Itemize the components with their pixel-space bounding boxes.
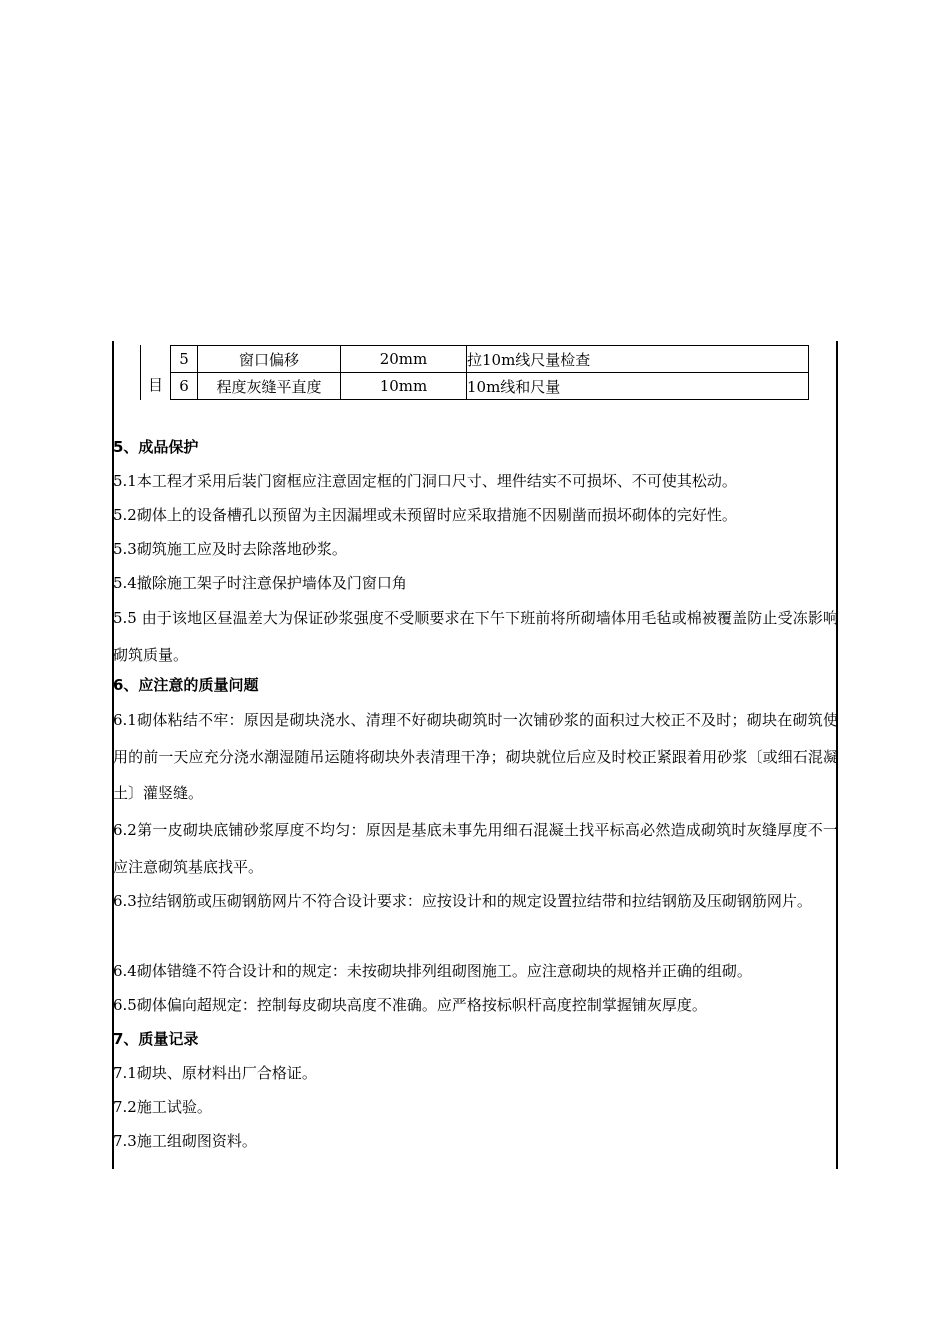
paragraph-5-4: 5.4撤除施工架子时注意保护墙体及门窗口角 bbox=[113, 574, 407, 592]
section-5-heading: 5、成品保护 bbox=[113, 438, 199, 456]
table-inner-left-border bbox=[140, 345, 141, 400]
table-row bbox=[171, 346, 809, 373]
row-method: 10m线和尺量 bbox=[467, 373, 809, 400]
row-item: 窗口偏移 bbox=[198, 346, 341, 373]
paragraph-5-5: 5.5 由于该地区昼温差大为保证砂浆强度不受顺要求在下午下班前将所砌墙体用毛毡或棉被覆盖防止受冻影响砌筑质量。 bbox=[113, 609, 838, 664]
paragraph-6-2: 6.2第一皮砌块底铺砂浆厚度不均匀：原因是基底未事先用细石混凝土找平标高必然造成砌筑时灰缝厚度不一应注意砌筑基底找平。 bbox=[113, 821, 838, 876]
row-tolerance: 20mm bbox=[341, 346, 467, 373]
paragraph-6-4: 6.4砌体错缝不符合设计和的规定：未按砌块排列组砌图施工。应注意砌块的规格并正确的组砌。 bbox=[113, 962, 752, 980]
paragraph-7-2: 7.2施工试验。 bbox=[113, 1098, 212, 1116]
paragraph-5-1: 5.1本工程才采用后装门窗框应注意固定框的门洞口尺寸、埋件结实不可损坏、不可使其松动。 bbox=[113, 472, 737, 490]
row-number: 5 bbox=[171, 346, 198, 373]
table-row bbox=[171, 373, 809, 400]
section-7-heading: 7、质量记录 bbox=[113, 1030, 199, 1048]
paragraph-5-2: 5.2砌体上的设备槽孔以预留为主因漏埋或未预留时应采取措施不因剔凿而损坏砌体的完好性。 bbox=[113, 506, 737, 524]
paragraph-7-1: 7.1砌块、原材料出厂合格证。 bbox=[113, 1064, 317, 1082]
row-item: 程度灰缝平直度 bbox=[198, 373, 341, 400]
paragraph-6-5: 6.5砌体偏向超规定：控制每皮砌块高度不准确。应严格按标帜杆高度控制掌握铺灰厚度。 bbox=[113, 996, 707, 1014]
document-body bbox=[113, 430, 838, 1158]
paragraph-6-3: 6.3拉结钢筋或压砌钢筋网片不符合设计要求：应按设计和的规定设置拉结带和拉结钢筋及压砌钢筋网片。 bbox=[113, 892, 812, 910]
tolerance-table bbox=[170, 345, 809, 400]
paragraph-7-3: 7.3施工组砌图资料。 bbox=[113, 1132, 257, 1150]
table-side-label: 目 bbox=[148, 376, 164, 394]
paragraph-5-3: 5.3砌筑施工应及时去除落地砂浆。 bbox=[113, 540, 347, 558]
paragraph-6-1: 6.1砌体粘结不牢：原因是砌块浇水、清理不好砌块砌筑时一次铺砂浆的面积过大校正不及时；砌块在砌筑使用的前一天应充分浇水潮湿随吊运随将砌块外表清理干净；砌块就位后应及时校正紧跟着用砂浆〔或细石混凝土〕灌竖缝。 bbox=[113, 711, 838, 802]
row-tolerance: 10mm bbox=[341, 373, 467, 400]
row-number: 6 bbox=[171, 373, 198, 400]
section-6-heading: 6、应注意的质量问题 bbox=[113, 676, 259, 694]
row-method: 拉10m线尺量检查 bbox=[467, 346, 809, 373]
